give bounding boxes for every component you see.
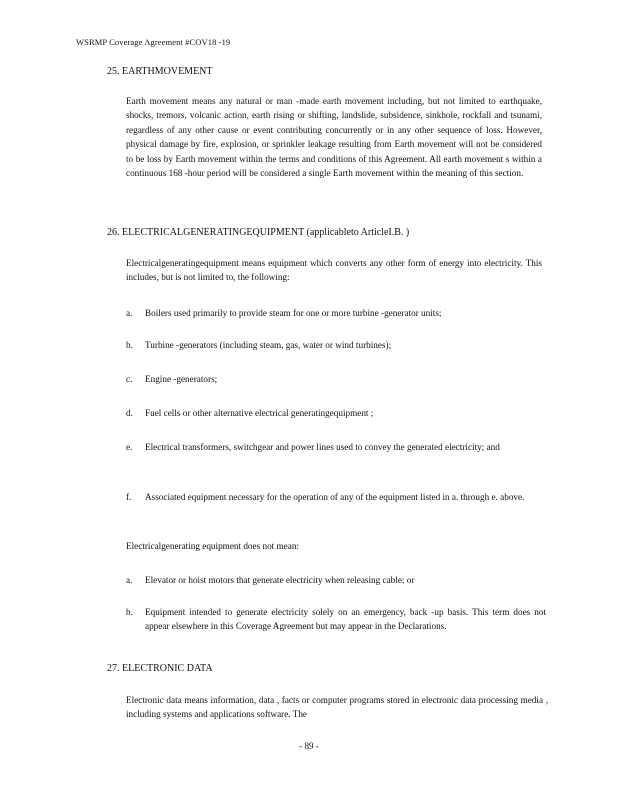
section-27-body: Electronic data means information, data , facts or computer programs stored in electronic data processing media , including systems and applications software. The <box>126 695 548 720</box>
list-item-label: f. <box>126 492 132 502</box>
list-item-text: Boilers used primarily to provide steam for one or more turbine -generator units; <box>145 308 442 318</box>
page-number: - 89 - <box>299 741 319 751</box>
list-item-label: b. <box>126 340 133 350</box>
list-item-label: b. <box>126 607 133 617</box>
list-item-label: a. <box>126 575 133 585</box>
list-item-label: c. <box>126 374 133 384</box>
section-25-title: 25. EARTHMOVEMENT <box>107 66 213 77</box>
list-item-text: Fuel cells or other alternative electrical generatingequipment ; <box>145 408 374 418</box>
section-26-not-mean: Electricalgenerating equipment does not mean: <box>126 541 299 551</box>
document-header: WSRMP Coverage Agreement #COV18 -19 <box>76 37 231 47</box>
list-item-text: Engine -generators; <box>145 374 218 384</box>
list-item-label: a. <box>126 308 133 318</box>
list-item-text: Elevator or hoist motors that generate electricity when releasing cable; or <box>145 575 415 585</box>
section-26-intro: Electricalgeneratingequipment means equipment which converts any other form of energy into electricity. This includes, but is not limited to, the following: <box>126 258 542 283</box>
list-item-text: Equipment intended to generate electricity solely on an emergency, back -up basis. This term does not appear elsewhere in this Coverage Agreement but may appear in the Declarations. <box>145 607 546 632</box>
list-item-label: d. <box>126 408 133 418</box>
list-item-text: Electrical transformers, switchgear and power lines used to convey the generated electricity; and <box>145 442 500 452</box>
section-26-title: 26. ELECTRICALGENERATINGEQUIPMENT (applicableto ArticleI.B. ) <box>107 227 410 238</box>
section-25-body: Earth movement means any natural or man -made earth movement including, but not limited to earthquake, shocks, tremors, volcanic action, earth rising or shifting, landslide, subsidence, sinkhole, rockfall and tsunami, regardless of any other cause or event contributing concurrently or in any other sequence of loss. However, physical damage by fire, explosion, or sprinkler leakage resulting from Earth movement will not be considered to be loss by Earth movement within the terms and conditions of this Agreement. All earth movement s within a continuous 168 -hour period will be considered a single Earth movement within the meaning of this section. <box>126 96 542 179</box>
list-item-text: Associated equipment necessary for the operation of any of the equipment listed in a. through e. above. <box>145 492 525 502</box>
list-item-text: Turbine -generators (including steam, gas, water or wind turbines); <box>145 340 392 350</box>
list-item-label: e. <box>126 442 133 452</box>
section-27-title: 27. ELECTRONIC DATA <box>107 663 213 674</box>
